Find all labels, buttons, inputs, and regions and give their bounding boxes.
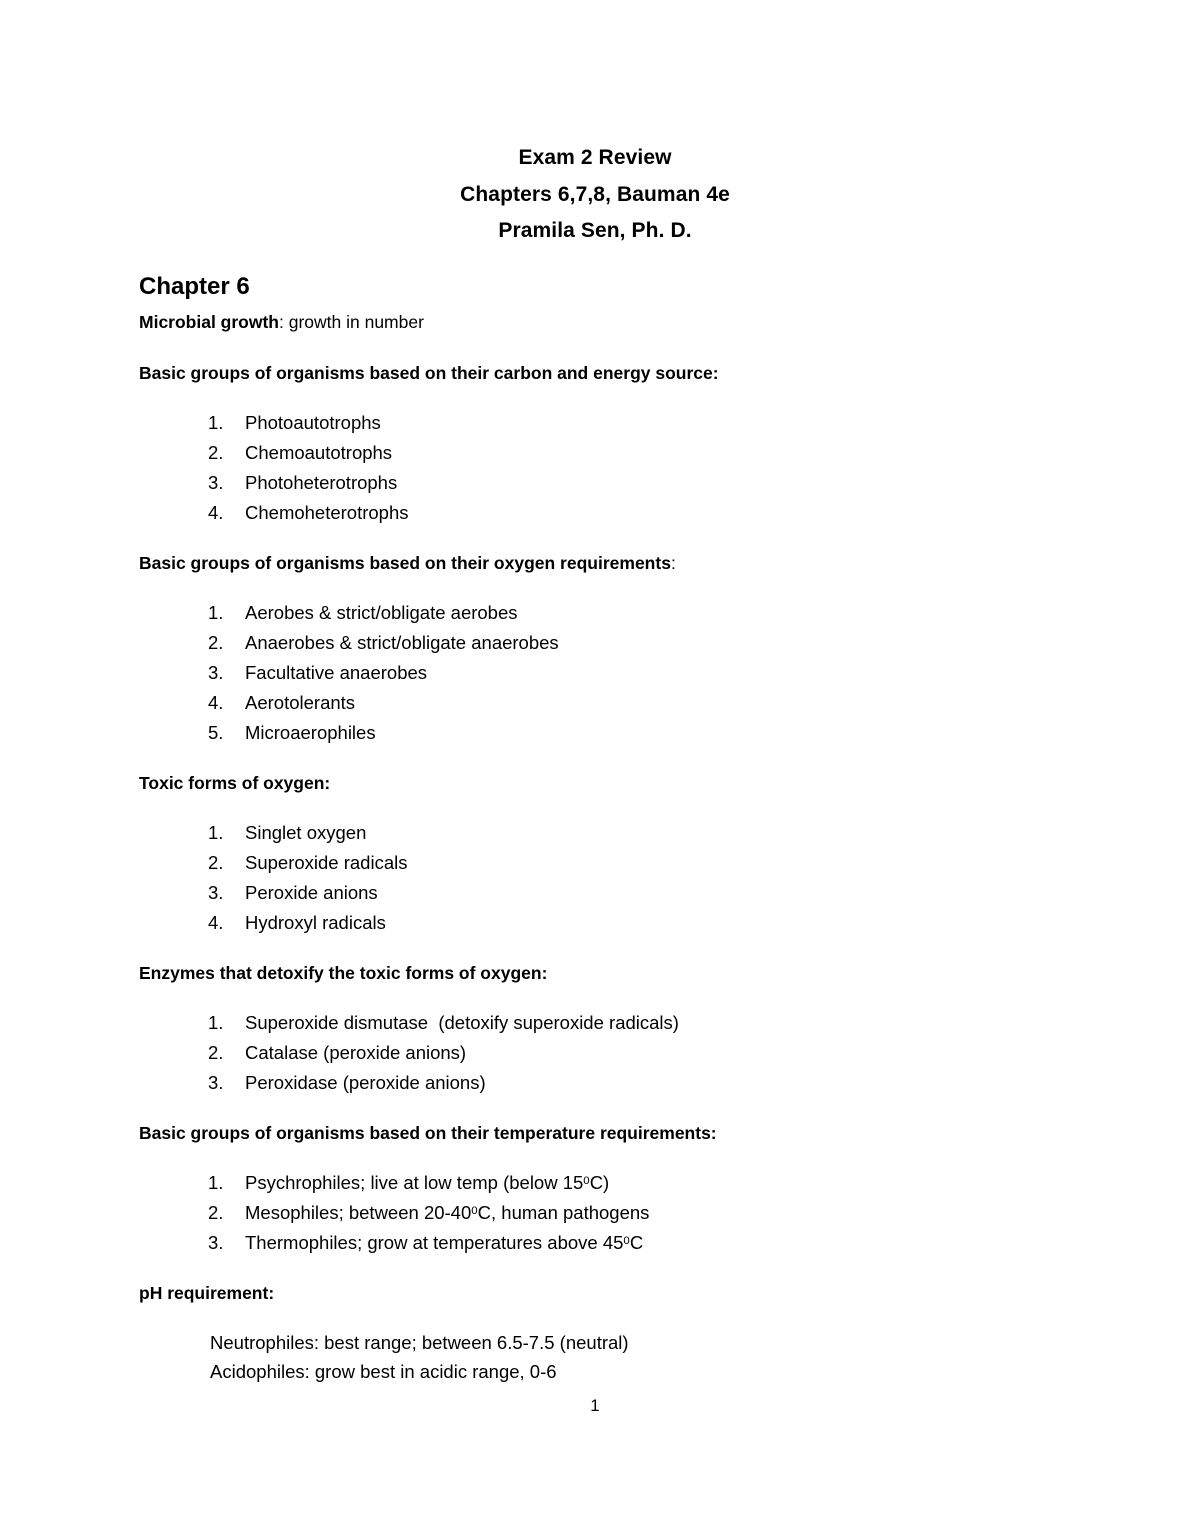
ph-line-acidophiles: Acidophiles: grow best in acidic range, 0-6 [210, 1361, 557, 1382]
superscript: 0 [471, 1204, 478, 1217]
definition-description: : growth in number [279, 312, 424, 332]
list-item [139, 1038, 1079, 1068]
list-item [139, 718, 1079, 748]
list-item [139, 1228, 1079, 1258]
list-marker: 3. [208, 1072, 224, 1093]
list-marker: 1. [208, 1012, 224, 1033]
spacer [139, 1258, 1079, 1281]
section-heading-detox-enzymes [139, 961, 1079, 985]
spacer [139, 938, 1079, 961]
list-marker: 5. [208, 722, 224, 743]
list-item-text-after: C) [589, 1172, 610, 1193]
section-heading-text: Basic groups of organisms based on their oxygen requirements [139, 553, 671, 573]
list-item-label: Chemoautotrophs [245, 442, 393, 463]
spacer [139, 795, 1079, 818]
list-marker: 3. [208, 882, 224, 903]
document-title-line-3: Pramila Sen, Ph. D. [498, 219, 692, 242]
spacer [139, 1305, 1079, 1328]
list-oxygen-groups [139, 598, 1079, 748]
list-item-text-before: Psychrophiles; live at low temp (below 15 [245, 1172, 584, 1193]
page-number: 1 [590, 1396, 600, 1415]
list-marker: 1. [208, 602, 224, 623]
list-item-label: Anaerobes & strict/obligate anaerobes [245, 632, 559, 653]
list-marker: 2. [208, 632, 224, 653]
spacer [139, 1098, 1079, 1121]
list-marker: 2. [208, 1042, 224, 1063]
list-marker: 3. [208, 472, 224, 493]
superscript: 0 [623, 1234, 630, 1247]
list-marker: 2. [208, 852, 224, 873]
section-heading-ph-requirement: pH requirement: [139, 1283, 275, 1303]
list-item-label: Catalase (peroxide anions) [245, 1042, 467, 1063]
list-item [139, 1068, 1079, 1098]
list-item [139, 1008, 1079, 1038]
document-title-line-2: Chapters 6,7,8, Bauman 4e [460, 182, 730, 206]
list-item-text-after: C, human pathogens [477, 1202, 650, 1223]
list-marker: 2. [208, 1202, 224, 1223]
ph-line-neutrophiles: Neutrophiles: best range; between 6.5-7.5 (neutral) [210, 1332, 629, 1353]
list-item-label: Superoxide radicals [245, 852, 408, 873]
spacer [139, 748, 1079, 771]
list-item [139, 628, 1079, 658]
section-heading-text: Enzymes that detoxify the toxic forms of oxygen: [139, 963, 548, 983]
list-marker: 3. [208, 1232, 224, 1253]
spacer [139, 985, 1079, 1008]
section-heading-temperature-requirements: Basic groups of organisms based on their temperature requirements: [139, 1123, 717, 1143]
list-item [139, 408, 1079, 438]
list-item-label: Superoxide dismutase (detoxify superoxide radicals) [245, 1012, 679, 1033]
list-item [139, 818, 1079, 848]
list-item [139, 658, 1079, 688]
spacer [139, 385, 1079, 408]
list-marker: 2. [208, 442, 224, 463]
list-item-label: Photoheterotrophs [245, 472, 398, 493]
section-heading-tail: : [670, 553, 676, 573]
section-heading-toxic-oxygen [139, 771, 1079, 795]
document-title-line-1: Exam 2 Review [518, 146, 672, 169]
list-marker: 4. [208, 502, 224, 523]
list-item [139, 878, 1079, 908]
list-item [139, 848, 1079, 878]
section-heading-text: Basic groups of organisms based on their carbon and energy source: [139, 363, 719, 383]
list-item-label: Hydroxyl radicals [245, 912, 386, 933]
list-item-label: Aerobes & strict/obligate aerobes [245, 602, 518, 623]
list-item-text-after: C [629, 1232, 644, 1253]
list-marker: 1. [208, 412, 224, 433]
list-item [139, 438, 1079, 468]
list-item-label: Photoautotrophs [245, 412, 381, 433]
list-item-label: Chemoheterotrophs [245, 502, 409, 523]
list-carbon-energy-groups [139, 408, 1079, 528]
list-item-text-before: Mesophiles; between 20-40 [245, 1202, 472, 1223]
list-item-label: Peroxide anions [245, 882, 378, 903]
list-marker: 1. [208, 822, 224, 843]
ph-requirement-details [139, 1328, 1079, 1386]
superscript: 0 [583, 1174, 590, 1187]
list-item [139, 498, 1079, 528]
list-item-label: Singlet oxygen [245, 822, 367, 843]
list-marker: 4. [208, 912, 224, 933]
spacer [139, 528, 1079, 551]
list-marker: 3. [208, 662, 224, 683]
spacer [139, 334, 1079, 361]
list-marker: 1. [208, 1172, 224, 1193]
section-heading-carbon-energy [139, 361, 1079, 385]
section-heading-oxygen-requirements [139, 551, 1079, 575]
list-item-text-before: Thermophiles; grow at temperatures above 45 [245, 1232, 624, 1253]
spacer [139, 1145, 1079, 1168]
list-item [139, 598, 1079, 628]
list-item [139, 468, 1079, 498]
definition-paragraph [139, 310, 1079, 334]
list-item [139, 688, 1079, 718]
document-title-block [0, 140, 1190, 250]
list-toxic-oxygen-forms [139, 818, 1079, 938]
chapter-heading: Chapter 6 [139, 273, 250, 301]
definition-term: Microbial growth [139, 312, 279, 332]
section-heading-text: Toxic forms of oxygen: [139, 773, 331, 793]
list-marker: 4. [208, 692, 224, 713]
spacer [139, 575, 1079, 598]
list-item [139, 1168, 1079, 1198]
list-item-label: Aerotolerants [245, 692, 356, 713]
list-temperature-groups [139, 1168, 1079, 1258]
list-item-label: Facultative anaerobes [245, 662, 428, 683]
list-detox-enzymes [139, 1008, 1079, 1098]
list-item-label: Microaerophiles [245, 722, 376, 743]
list-item [139, 908, 1079, 938]
list-item [139, 1198, 1079, 1228]
document-body [139, 310, 1079, 1386]
list-item-label: Peroxidase (peroxide anions) [245, 1072, 486, 1093]
